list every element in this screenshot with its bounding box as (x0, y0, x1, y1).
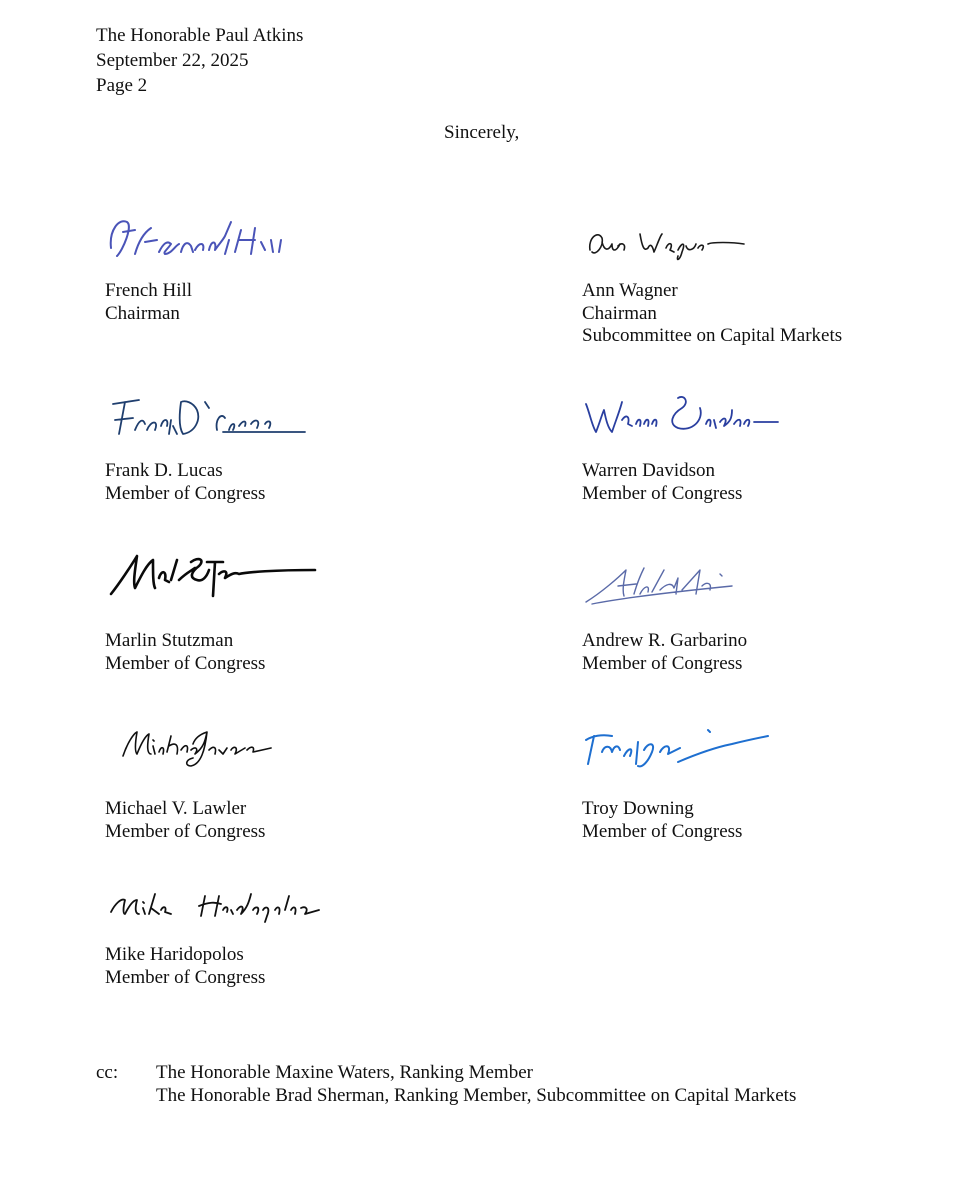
closing-salutation: Sincerely, (444, 122, 520, 143)
signature-image-frank-lucas (105, 390, 315, 440)
signature-block-marlin-stutzman (105, 548, 485, 678)
signer-name: Warren Davidson (582, 460, 716, 481)
signature-image-ann-wagner (582, 222, 752, 272)
signer-title: Member of Congress (105, 482, 266, 504)
signature-block-troy-downing (582, 722, 962, 842)
signature-image-mike-haridopolos (105, 886, 325, 926)
signer-title: Member of Congress (582, 820, 743, 842)
signature-image-michael-lawler (105, 720, 285, 780)
signature-image-warren-davidson (582, 390, 792, 440)
signer-name: Ann Wagner (582, 280, 678, 301)
signer-title: Chairman (582, 302, 657, 324)
signature-image-troy-downing (582, 722, 782, 777)
signer-name: French Hill (105, 280, 193, 301)
signature-block-andrew-garbarino (582, 560, 962, 680)
signature-block-ann-wagner (582, 222, 962, 352)
signature-image-andrew-garbarino (582, 560, 752, 610)
signer-title: Member of Congress (582, 652, 743, 674)
signer-title: Member of Congress (105, 652, 266, 674)
cc-label: cc: (96, 1062, 119, 1083)
signer-title: Member of Congress (105, 966, 266, 988)
signature-image-marlin-stutzman (105, 548, 325, 608)
signature-block-warren-davidson (582, 390, 962, 510)
signature-image-french-hill (105, 210, 305, 270)
signer-name: Mike Haridopolos (105, 944, 244, 965)
signer-title: Chairman (105, 302, 180, 324)
cc-recipient: The Honorable Brad Sherman, Ranking Member, Subcommittee on Capital Markets (156, 1084, 797, 1106)
signer-name: Troy Downing (582, 798, 694, 819)
signer-subtitle: Subcommittee on Capital Markets (582, 325, 843, 346)
cc-recipient: The Honorable Maxine Waters, Ranking Member (156, 1062, 533, 1083)
signature-block-michael-lawler (105, 720, 485, 840)
signer-name: Michael V. Lawler (105, 798, 247, 819)
signer-title: Member of Congress (582, 482, 743, 504)
letter-header (96, 24, 303, 99)
header-page-number: Page 2 (96, 75, 148, 96)
header-recipient: The Honorable Paul Atkins (96, 25, 304, 46)
header-date: September 22, 2025 (96, 50, 249, 71)
signature-block-french-hill (105, 210, 485, 330)
signature-block-mike-haridopolos (105, 886, 485, 996)
signature-block-frank-lucas (105, 390, 485, 510)
signer-title: Member of Congress (105, 820, 266, 842)
signer-name: Andrew R. Garbarino (582, 630, 748, 651)
signer-name: Marlin Stutzman (105, 630, 234, 651)
signer-name: Frank D. Lucas (105, 460, 223, 481)
